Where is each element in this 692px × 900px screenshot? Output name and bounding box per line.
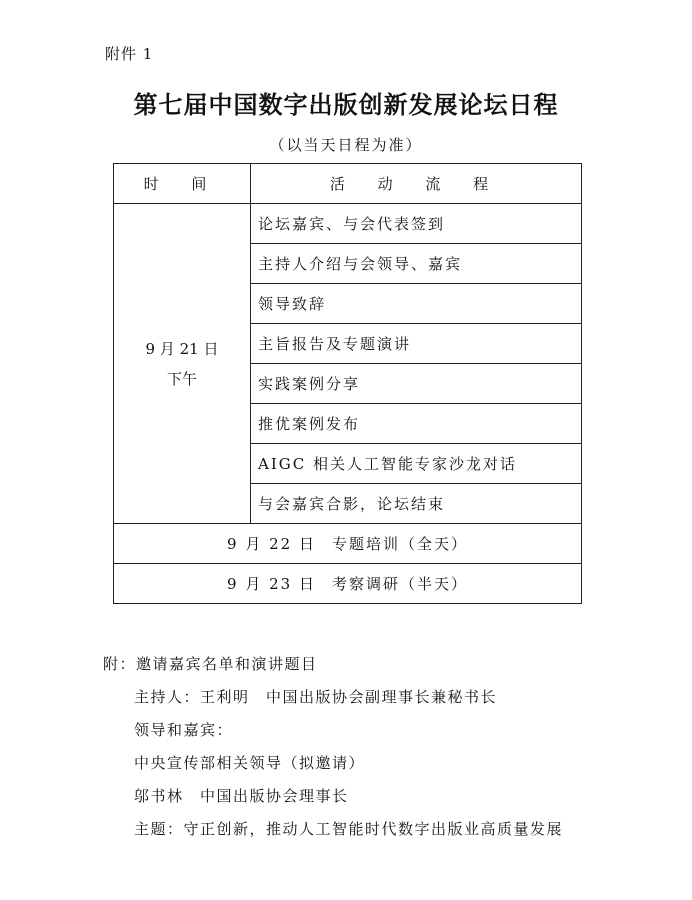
activity-item: 实践案例分享 [251, 364, 582, 404]
document-title: 第七届中国数字出版创新发展论坛日程 [133, 91, 559, 119]
leader-line: 中央宣传部相关领导（拟邀请） [134, 754, 366, 772]
day3-date: 9 月 23 日 [227, 575, 316, 593]
header-activity: 活 动 流 程 [251, 164, 582, 204]
attachment-label: 附件 1 [105, 45, 154, 63]
notes-heading: 附：邀请嘉宾名单和演讲题目 [103, 655, 318, 673]
leaders-label: 领导和嘉宾： [134, 721, 234, 739]
notes-section [103, 648, 563, 846]
day1-time-cell [114, 204, 251, 524]
leader-line: 邬书林 中国出版协会理事长 [134, 787, 349, 805]
document-subtitle: （以当天日程为准） [269, 136, 423, 154]
activity-item: 主持人介绍与会领导、嘉宾 [251, 244, 582, 284]
header-time: 时 间 [114, 164, 251, 204]
day2-activity: 专题培训（全天） [331, 535, 468, 553]
activity-item: 主旨报告及专题演讲 [251, 324, 582, 364]
day3-cell [114, 564, 582, 604]
table-row [114, 204, 582, 244]
table-header-row [114, 164, 582, 204]
day1-date: 9 月 21 日 [145, 339, 219, 358]
day1-period: 下午 [166, 369, 197, 388]
activity-item: 领导致辞 [251, 284, 582, 324]
activity-item: 与会嘉宾合影，论坛结束 [251, 484, 582, 524]
activity-item: AIGC 相关人工智能专家沙龙对话 [251, 444, 582, 484]
day2-date: 9 月 22 日 [227, 535, 316, 553]
schedule-table [113, 163, 582, 604]
host-line: 主持人：王利明 中国出版协会副理事长兼秘书长 [134, 688, 498, 706]
activity-item: 论坛嘉宾、与会代表签到 [251, 204, 582, 244]
activity-item: 推优案例发布 [251, 404, 582, 444]
day2-cell [114, 524, 582, 564]
table-row-day2 [114, 524, 582, 564]
table-row-day3 [114, 564, 582, 604]
day3-activity: 考察调研（半天） [331, 575, 468, 593]
theme-line: 主题：守正创新，推动人工智能时代数字出版业高质量发展 [134, 820, 564, 838]
